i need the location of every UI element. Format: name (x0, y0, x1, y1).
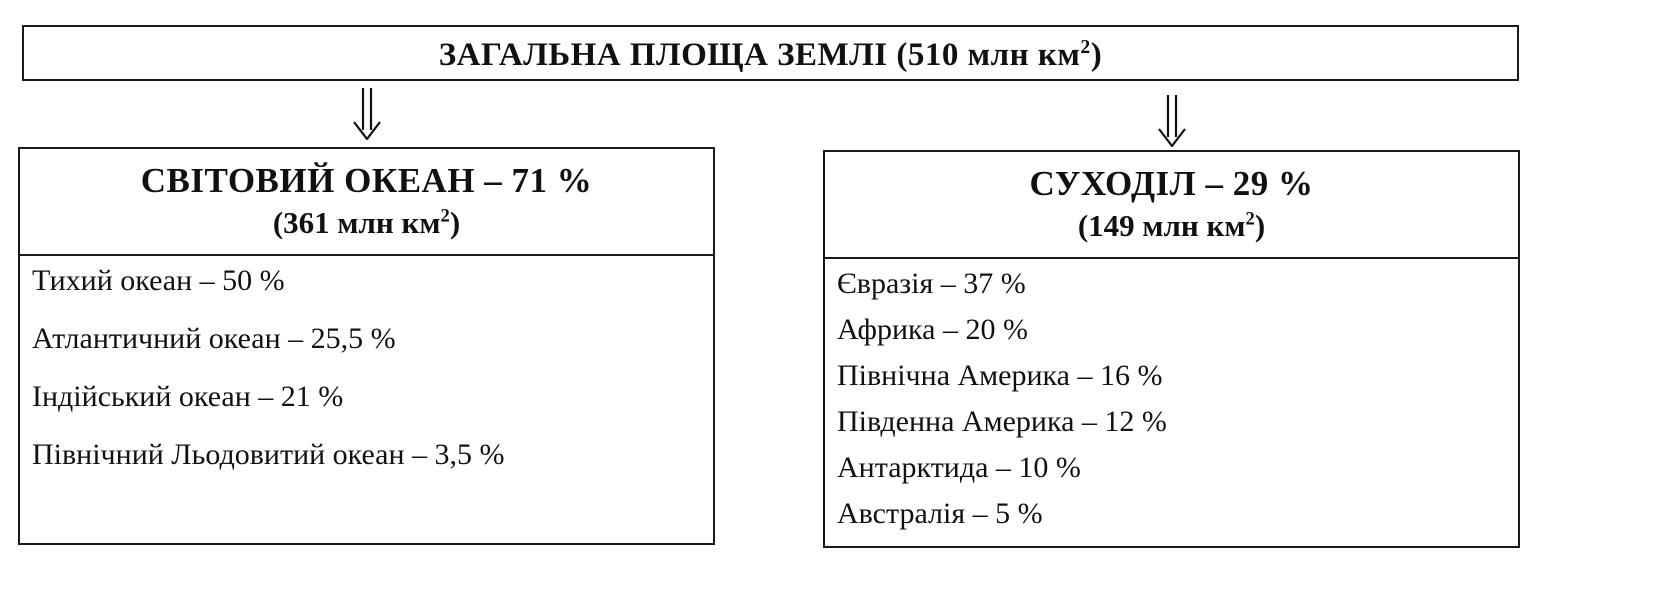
total-area-title (24, 37, 1517, 74)
ocean-item-indian: Індійський океан – 21 % (32, 380, 344, 413)
world-ocean-area-exponent: 2 (440, 205, 450, 227)
land-area (825, 208, 1518, 244)
world-ocean-area-close-paren: ) (449, 205, 461, 240)
land-box (823, 150, 1520, 548)
world-ocean-header (20, 149, 713, 256)
world-ocean-box (18, 147, 715, 545)
ocean-item-atlantic: Атлантичний океан – 25,5 % (32, 322, 396, 355)
world-ocean-area-text: (361 млн км (272, 205, 441, 240)
double-down-arrow-icon (352, 88, 382, 140)
continent-item-australia: Австралія – 5 % (837, 497, 1043, 530)
land-area-exponent: 2 (1245, 208, 1255, 230)
world-ocean-heading: СВІТОВИЙ ОКЕАН – 71 % (140, 161, 593, 200)
total-area-close-paren: ) (1090, 37, 1103, 73)
ocean-list (32, 263, 705, 495)
continent-item-eurasia: Євразія – 37 % (837, 267, 1026, 300)
total-area-box (22, 25, 1519, 81)
continent-item-south-america: Південна Америка – 12 % (837, 405, 1167, 438)
double-down-arrow-icon (1157, 95, 1187, 147)
land-area-close-paren: ) (1254, 208, 1266, 243)
ocean-item-pacific: Тихий океан – 50 % (32, 264, 285, 297)
total-area-unit-exponent: 2 (1080, 36, 1091, 58)
ocean-item-arctic: Північний Льодовитий океан – 3,5 % (32, 438, 505, 471)
land-area-text: (149 млн км (1077, 208, 1246, 243)
land-heading: СУХОДІЛ – 29 % (1029, 164, 1314, 203)
total-area-text: ЗАГАЛЬНА ПЛОЩА ЗЕМЛІ (510 млн км (438, 37, 1081, 73)
continent-list (837, 266, 1510, 542)
continent-item-africa: Африка – 20 % (837, 313, 1028, 346)
world-ocean-area (20, 205, 713, 241)
land-header (825, 152, 1518, 259)
continent-item-north-america: Північна Америка – 16 % (837, 359, 1163, 392)
continent-item-antarctica: Антарктида – 10 % (837, 451, 1081, 484)
